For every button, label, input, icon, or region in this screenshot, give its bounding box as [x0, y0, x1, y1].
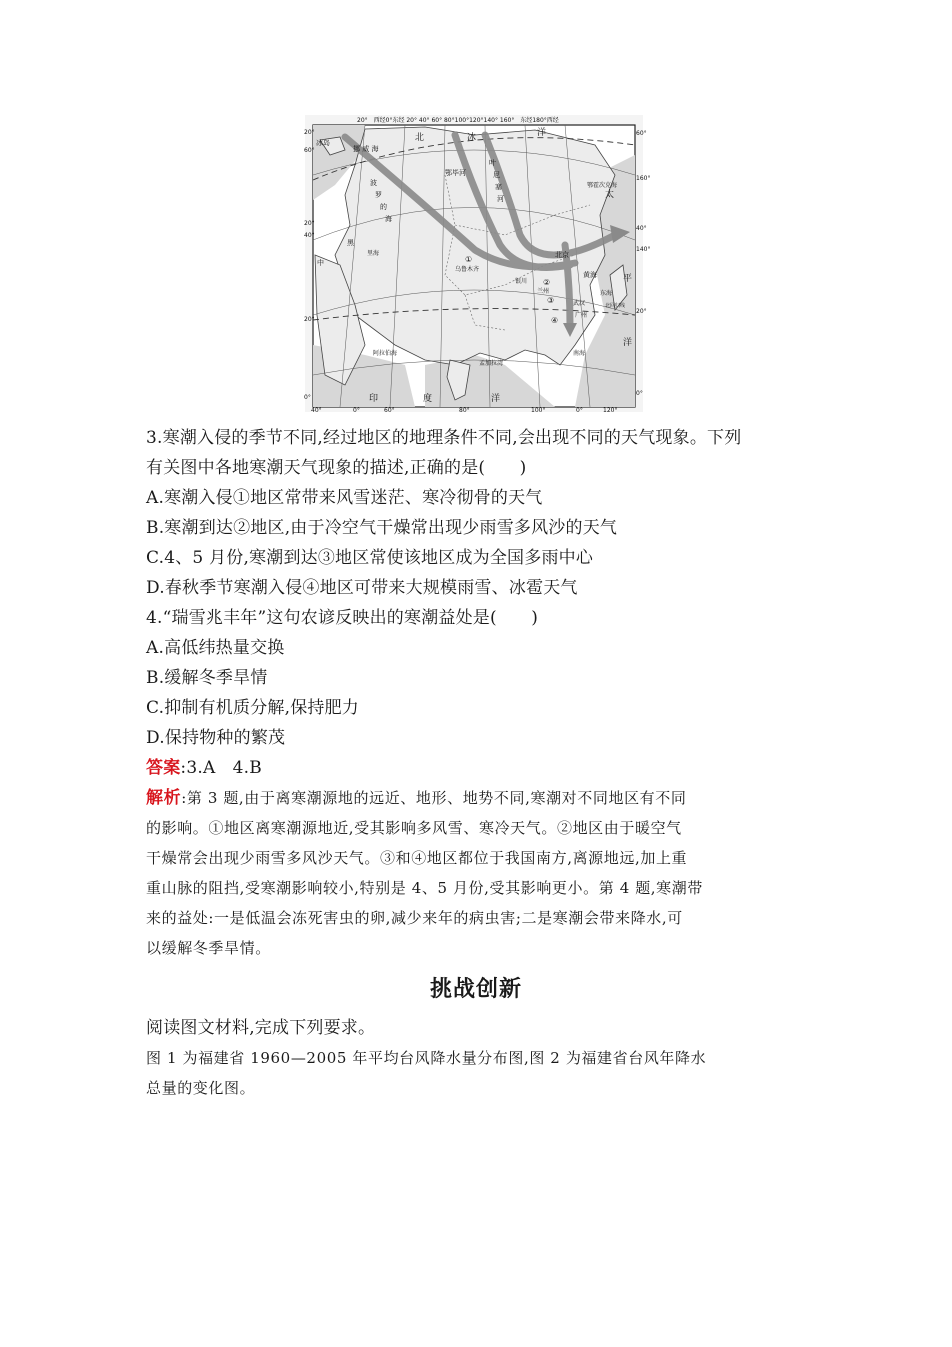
- q4-stem: 4.“瑞雪兆丰年”这句农谚反映出的寒潮益处是( ): [146, 608, 539, 628]
- label-sai: 塞: [495, 183, 502, 191]
- analysis-line6: 以缓解冬季旱情。: [146, 939, 271, 957]
- bottom-scale-tick: 120°: [603, 407, 618, 414]
- label-hai: 海: [385, 215, 392, 223]
- marker-4: ④: [551, 316, 559, 325]
- label-lanzhou: 兰州: [537, 288, 550, 295]
- q4-option-c: C.抑制有机质分解,保持肥力: [146, 698, 360, 718]
- label-wuhan: 武汉: [573, 300, 586, 307]
- q4-option-d: D.保持物种的繁茂: [146, 728, 286, 748]
- intro-line2: 图 1 为福建省 1960—2005 年平均台风降水量分布图,图 2 为福建省台风年降水: [146, 1049, 707, 1067]
- label-heihai: 黑: [347, 239, 354, 247]
- label-zhong: 中: [317, 259, 324, 267]
- lat-label: 20°: [304, 220, 315, 227]
- label-yang3: 洋: [491, 394, 501, 404]
- label-tropic: 北回归线: [605, 303, 626, 309]
- label-yellow-sea: 黄海: [583, 271, 597, 279]
- label-arabian-sea: 阿拉伯海: [373, 350, 398, 357]
- lat-label: 140°: [636, 246, 651, 253]
- bottom-scale-tick: 80°: [459, 407, 470, 414]
- analysis-line5: 来的益处:一是低温会冻死害虫的卵,减少来年的病虫害;二是寒潮会带来降水,可: [146, 909, 683, 927]
- bottom-scale-tick: 60°: [384, 407, 395, 414]
- label-urumqi: 乌鲁木齐: [455, 266, 480, 273]
- q3-option-a: A.寒潮入侵①地区常带来风雪迷茫、寒冷彻骨的天气: [146, 488, 543, 508]
- label-du: 度: [423, 394, 433, 404]
- q3-option-c: C.4、5 月份,寒潮到达③地区常使该地区成为全国多雨中心: [146, 548, 594, 568]
- q3-option-d: D.春秋季节寒潮入侵④地区可带来大规模雨雪、冰雹天气: [146, 578, 578, 598]
- label-east-sea: 东海: [600, 290, 613, 297]
- analysis-line1: [146, 788, 686, 808]
- bottom-scale-tick: 0°: [576, 407, 583, 414]
- bottom-scale-tick: 100°: [531, 407, 546, 414]
- label-caspian: 里海: [367, 250, 380, 257]
- label-okhotsk: 鄂霍次克海: [587, 182, 618, 189]
- label-ob: 鄂毕河: [445, 169, 466, 177]
- label-bei: 北: [415, 133, 425, 143]
- q3-stem-line1: 3.寒潮入侵的季节不同,经过地区的地理条件不同,会出现不同的天气现象。下列: [146, 428, 742, 448]
- label-ni: 尼: [493, 171, 500, 179]
- label-yang: 洋: [537, 128, 547, 138]
- analysis-line2: 的影响。①地区离寒潮源地近,受其影响多风雪、寒冷天气。②地区由于暖空气: [146, 819, 682, 837]
- analysis-line4: 重山脉的阻挡,受寒潮影响较小,特别是 4、5 月份,受其影响更小。第 4 题,寒潮带: [146, 879, 703, 897]
- q4-option-b: B.缓解冬季旱情: [146, 668, 268, 688]
- lat-label: 60°: [636, 130, 647, 137]
- lat-label: 160°: [636, 175, 651, 182]
- lat-label: 60°: [304, 147, 315, 154]
- q4-option-a: A.高低纬热量交换: [146, 638, 285, 658]
- lat-label: 0°: [304, 394, 311, 401]
- answer-line: [146, 758, 262, 778]
- lat-label: 40°: [636, 225, 647, 232]
- label-ping: 平: [623, 274, 633, 284]
- q3-stem-line2: 有关图中各地寒潮天气现象的描述,正确的是( ): [146, 458, 527, 478]
- marker-2: ②: [543, 278, 551, 287]
- marker-1: ①: [465, 255, 473, 264]
- top-scale: 20° 西经0°东经 20° 40° 60° 80°100°120°140° 160° 东经180°西经: [357, 117, 559, 124]
- label-south-sea: 南海: [573, 350, 586, 357]
- bottom-scale-tick: 0°: [353, 407, 360, 414]
- lat-label: 40°: [304, 232, 315, 239]
- intro-line3: 总量的变化图。: [146, 1079, 256, 1097]
- label-ye: 叶: [489, 159, 496, 167]
- label-bing: 冰: [467, 133, 477, 143]
- marker-3: ③: [547, 296, 555, 305]
- q3-option-b: B.寒潮到达②地区,由于冷空气干燥常出现少雨雪多风沙的天气: [146, 518, 618, 538]
- lat-label: 20°: [304, 129, 315, 136]
- analysis-line3: 干燥常会出现少雨雪多风沙天气。③和④地区都位于我国南方,离源地远,加上重: [146, 849, 688, 867]
- cold-wave-map: [304, 115, 651, 414]
- analysis-label: 解析: [146, 788, 182, 808]
- label-beijing: 北京: [555, 251, 569, 259]
- label-guangzhou: 广州: [575, 312, 588, 319]
- lat-label: 0°: [636, 390, 643, 397]
- label-iceland: 冰岛: [316, 139, 330, 147]
- label-norwegian-sea: 挪 威 海: [353, 145, 379, 153]
- label-yinchuan: 银川: [515, 278, 528, 285]
- bottom-scale-tick: 40°: [311, 407, 322, 414]
- label-bo: 波: [370, 179, 377, 187]
- intro-line1: 阅读图文材料,完成下列要求。: [146, 1018, 376, 1038]
- answer-text: :3.A 4.B: [180, 758, 262, 778]
- lat-label: 20°: [304, 316, 315, 323]
- analysis-text: :第 3 题,由于离寒潮源地的远近、地形、地势不同,寒潮对不同地区有不同: [181, 789, 687, 807]
- label-he: 河: [497, 195, 504, 203]
- lat-label: 20°: [636, 308, 647, 315]
- label-di: 的: [380, 203, 387, 211]
- section-title: 挑战创新: [429, 977, 522, 1002]
- label-yin: 印: [369, 394, 379, 404]
- label-bay-of-bengal: 孟加拉湾: [479, 360, 504, 367]
- label-yang2: 洋: [623, 338, 633, 348]
- label-luo: 罗: [375, 191, 382, 199]
- answer-label: 答案: [146, 758, 181, 778]
- label-tai: 太: [605, 190, 615, 200]
